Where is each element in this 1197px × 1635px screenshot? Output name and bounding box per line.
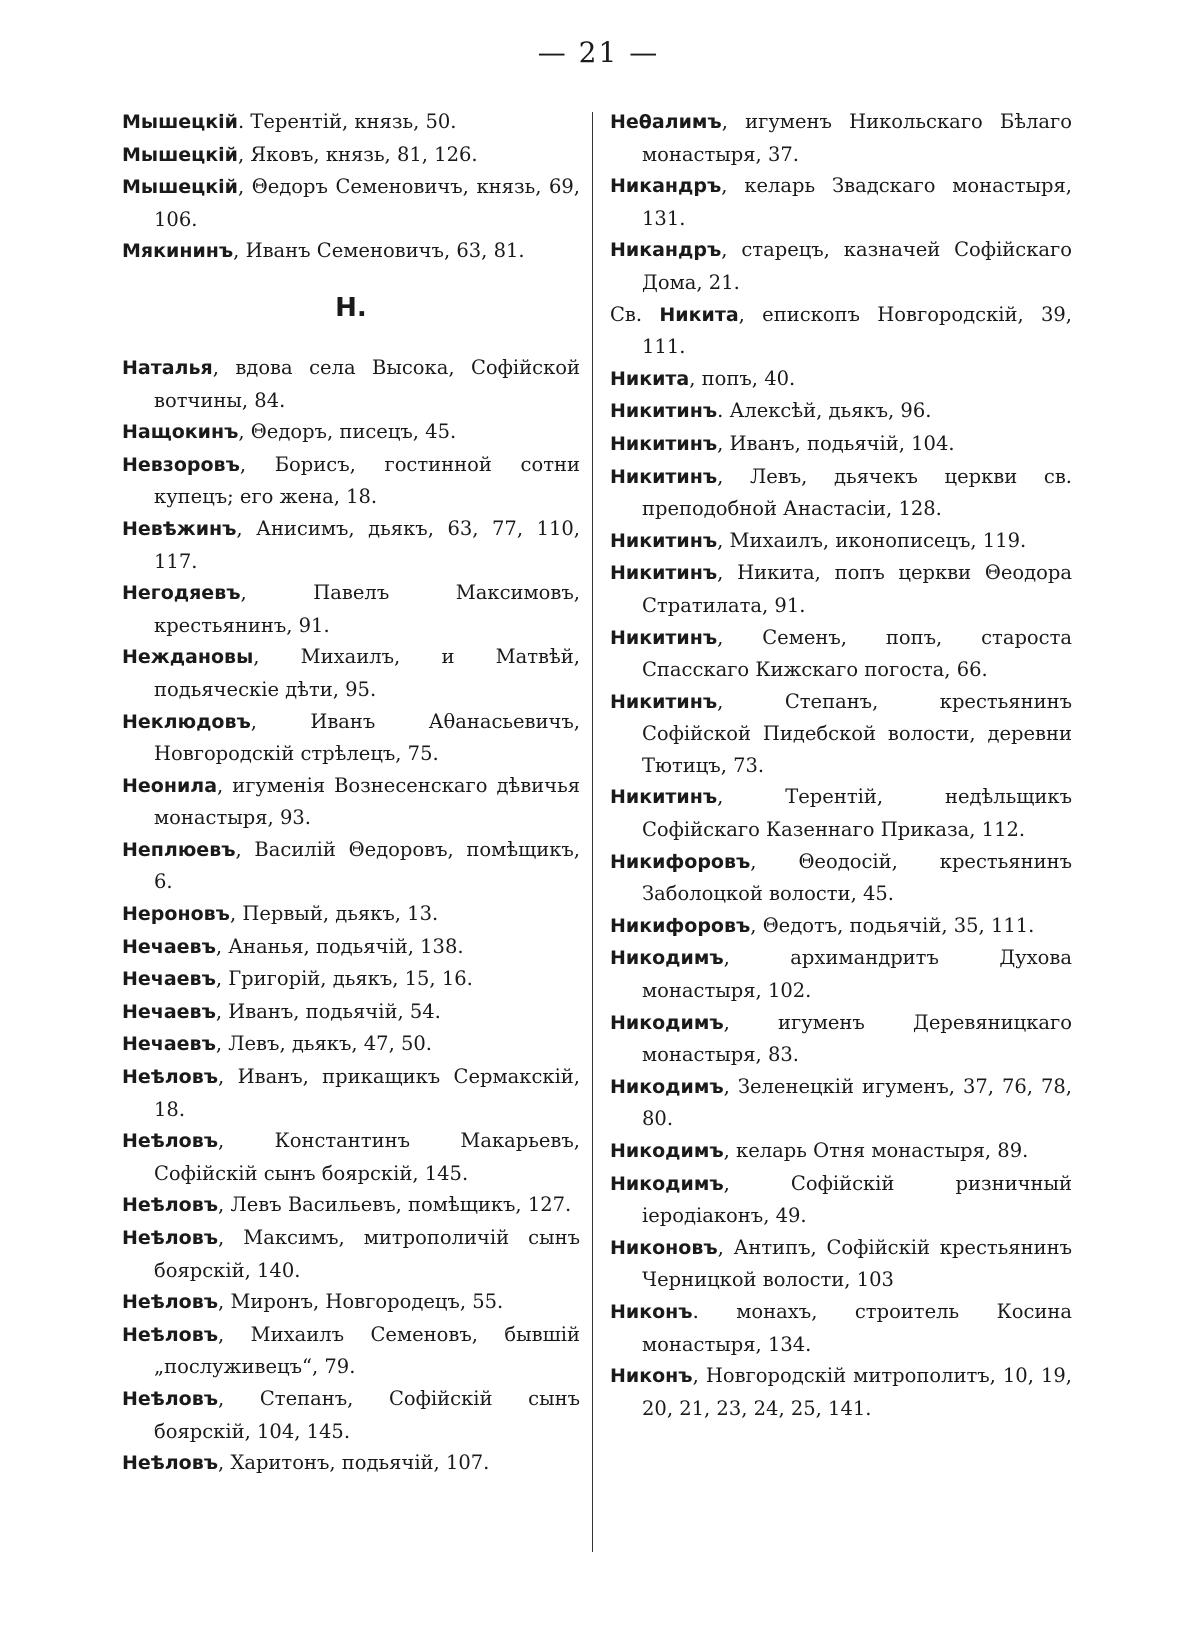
- entry-name: Никодимъ: [610, 1075, 724, 1098]
- entry-details: , Харитонъ, подьячій, 107.: [218, 1451, 490, 1475]
- entry-name: Нечаевъ: [122, 935, 216, 958]
- column-divider: [592, 112, 593, 1552]
- entry-details: , Антипъ, Софійскій крестьянинъ Черницкой волости, 103: [642, 1235, 1072, 1292]
- entry-name: Неонила: [122, 774, 218, 797]
- index-entry: [610, 1296, 1072, 1360]
- entry-name: Нечаевъ: [122, 1000, 216, 1023]
- entry-details: , игуменъ Деревяницкаго монастыря, 83.: [642, 1010, 1072, 1067]
- entry-name: Никитинъ: [610, 400, 718, 423]
- entry-details: , Терентій, недѣльщикъ Софійскаго Казеннаго Приказа, 112.: [642, 785, 1072, 842]
- entry-details: , Первый, дьякъ, 13.: [229, 902, 439, 926]
- entry-details: , Максимъ, митрополичій сынъ боярскій, 140.: [154, 1226, 580, 1282]
- entry-details: , Миронъ, Новгородецъ, 55.: [218, 1290, 504, 1314]
- entry-name: Неѣловъ: [122, 1387, 219, 1410]
- entry-prefix: Св.: [610, 302, 660, 326]
- entry-details: . Терентій, князь, 50.: [237, 110, 457, 133]
- index-entry: [122, 834, 580, 898]
- index-entry: [122, 139, 580, 172]
- entry-name: Никандръ: [610, 175, 722, 198]
- entry-details: , Иванъ, подьячій, 54.: [215, 999, 441, 1023]
- index-entry: [122, 1061, 580, 1125]
- entry-details: , Θедоръ, писецъ, 45.: [238, 420, 457, 444]
- entry-name: Никитинъ: [610, 786, 718, 809]
- entry-details: , Левъ Васильевъ, помѣщикъ, 127.: [218, 1193, 572, 1217]
- entry-details: , Григорій, дьякъ, 15, 16.: [215, 967, 473, 991]
- index-entry: [122, 1222, 580, 1286]
- entry-details: , Анисимъ, дьякъ, 63, 77, 110, 117.: [154, 516, 580, 573]
- index-entry: [122, 1319, 580, 1383]
- entry-details: . Алексѣй, дьякъ, 96.: [717, 399, 932, 423]
- index-entry: [610, 622, 1072, 686]
- entry-details: , Новгородскій митрополитъ, 10, 19, 20, 21, 23, 24, 25, 141.: [642, 1364, 1072, 1420]
- entry-name: Никодимъ: [610, 1172, 724, 1195]
- entry-name: Никитинъ: [610, 465, 718, 488]
- entry-details: , Иванъ Аθанасьевичъ, Новгородскій стрѣлецъ, 75.: [154, 709, 580, 766]
- index-entry: [610, 395, 1072, 428]
- index-entry: [610, 1168, 1072, 1232]
- index-entry: [122, 577, 580, 641]
- index-entry: [610, 557, 1072, 621]
- entry-name: Никифоровъ: [610, 850, 751, 873]
- entry-name: Мякининъ: [122, 240, 234, 263]
- entry-details: , Иванъ Семеновичъ, 63, 81.: [233, 239, 525, 263]
- entry-name: Никифоровъ: [610, 914, 751, 937]
- entry-details: , Θедотъ, подьячій, 35, 111.: [750, 913, 1035, 937]
- index-entry: [610, 299, 1072, 363]
- entry-name: Никита: [659, 303, 739, 326]
- entry-name: Никодимъ: [610, 1011, 724, 1034]
- entry-name: Нечаевъ: [122, 1033, 216, 1056]
- left-column: [122, 106, 580, 1480]
- index-entry: [122, 770, 580, 834]
- index-entry: [122, 1189, 580, 1222]
- entry-details: , Иванъ, прикащикъ Сермакскій, 18.: [154, 1065, 580, 1121]
- entry-details: . монахъ, строитель Косина монастыря, 134.: [642, 1299, 1072, 1356]
- index-entry: [610, 461, 1072, 525]
- index-entry: [122, 1286, 580, 1319]
- index-entry: [122, 1028, 580, 1061]
- entry-name: Никитинъ: [610, 432, 718, 455]
- entry-details: , архимандритъ Духова монастыря, 102.: [642, 946, 1072, 1003]
- index-entry: [610, 1360, 1072, 1424]
- entry-details: , Никита, попъ церкви Θеодора Стратилата, 91.: [642, 561, 1072, 617]
- index-entry: [610, 106, 1072, 170]
- index-entry: [122, 931, 580, 964]
- entry-details: , Θеодосій, крестьянинъ Заболоцкой волости, 45.: [642, 849, 1072, 906]
- entry-details: , Степанъ, крестьянинъ Софійской Пидебской волости, деревни Тютицъ, 73.: [642, 689, 1072, 777]
- entry-name: Неѣловъ: [122, 1194, 219, 1217]
- index-entry: [610, 170, 1072, 234]
- entry-details: , епископъ Новгородскій, 39, 111.: [642, 302, 1073, 359]
- entry-name: Наталья: [122, 356, 213, 379]
- entry-details: , Михаилъ Семеновъ, бывшій „послуживецъ“, 79.: [154, 1322, 580, 1379]
- entry-details: , Михаилъ, иконописецъ, 119.: [717, 528, 1027, 552]
- section-heading: Н.: [335, 292, 367, 323]
- index-entry: [122, 513, 580, 577]
- entry-name: Мышецкій: [122, 143, 238, 166]
- entry-name: Неждановы: [122, 646, 254, 669]
- entry-name: Никитинъ: [610, 626, 718, 649]
- entry-name: Никитинъ: [610, 562, 718, 585]
- entry-name: Неплюевъ: [122, 838, 236, 861]
- entry-details: , игуменія Вознесенскаго дѣвичья монастыря, 93.: [154, 773, 580, 830]
- entry-details: , Ананья, подьячій, 138.: [215, 934, 464, 958]
- entry-details: , Семенъ, попъ, староста Спасскаго Кижскаго погоста, 66.: [642, 625, 1072, 682]
- entry-name: Неθалимъ: [610, 111, 722, 133]
- entry-name: Невзоровъ: [122, 453, 240, 476]
- entry-details: , Софійскій ризничный іеродіаконъ, 49.: [642, 1171, 1072, 1228]
- index-entry: [610, 686, 1072, 782]
- entry-details: , Левъ, дьячекъ церкви св. преподобной Анастасіи, 128.: [642, 464, 1072, 521]
- index-entry: [610, 846, 1072, 910]
- entry-details: , Константинъ Макарьевъ, Софійскій сынъ боярскій, 145.: [154, 1129, 580, 1185]
- entry-name: Никитинъ: [610, 529, 718, 552]
- entry-name: Неѣловъ: [122, 1130, 219, 1153]
- entry-name: Нечаевъ: [122, 968, 216, 991]
- index-entry: [122, 106, 580, 139]
- index-entry: [610, 525, 1072, 558]
- entry-name: Нащокинъ: [122, 421, 239, 444]
- entry-details: , Павелъ Максимовъ, крестьянинъ, 91.: [154, 581, 580, 637]
- entry-name: Неѣловъ: [122, 1323, 219, 1346]
- index-entry: [122, 449, 580, 513]
- entry-name: Никонъ: [610, 1300, 693, 1323]
- entry-details: , Василій Θедоровъ, помѣщикъ, 6.: [154, 837, 580, 894]
- entry-name: Мышецкій: [122, 176, 238, 199]
- entry-name: Никодимъ: [610, 1140, 724, 1162]
- index-entry: [122, 706, 580, 770]
- index-entry: [122, 352, 580, 416]
- index-entry: [610, 428, 1072, 461]
- entry-name: Неклюдовъ: [122, 710, 251, 733]
- entry-details: , вдова села Высока, Софійской вотчины, 84.: [154, 355, 580, 412]
- entry-name: Никитинъ: [610, 690, 718, 713]
- entry-details: , Зеленецкій игуменъ, 37, 76, 78, 80.: [642, 1074, 1072, 1131]
- entry-details: , Борисъ, гостинной сотни купецъ; его жена, 18.: [154, 452, 580, 509]
- index-entry: [122, 1447, 580, 1480]
- right-entries: [610, 106, 1072, 1424]
- index-entry: [122, 898, 580, 931]
- index-entry: [122, 1383, 580, 1447]
- index-entry: [122, 641, 580, 705]
- entry-name: Никонъ: [610, 1365, 693, 1388]
- entry-details: , Левъ, дьякъ, 47, 50.: [215, 1032, 432, 1056]
- index-entry: [610, 363, 1072, 396]
- index-entry: [122, 996, 580, 1029]
- entry-details: , старецъ, казначей Софійскаго Дома, 21.: [642, 238, 1072, 294]
- entry-name: Никита: [610, 367, 690, 390]
- page-number: — 21 —: [537, 36, 660, 69]
- left-entries-before: [122, 106, 580, 268]
- entry-details: , Михаилъ, и Матвѣй, подьяческіе дѣти, 95.: [154, 645, 580, 701]
- index-entry: [610, 942, 1072, 1006]
- right-column: [610, 106, 1072, 1424]
- index-entry: [610, 1232, 1072, 1296]
- entry-name: Никандръ: [610, 239, 722, 262]
- index-entry: [122, 1125, 580, 1189]
- left-entries-after: [122, 352, 580, 1480]
- entry-name: Неѣловъ: [122, 1066, 219, 1089]
- entry-details: , Яковъ, князь, 81, 126.: [237, 142, 478, 166]
- entry-details: , Θедоръ Семеновичъ, князь, 69, 106.: [154, 175, 580, 231]
- entry-details: , Степанъ, Софійскій сынъ боярскій, 104, 145.: [154, 1386, 580, 1443]
- entry-details: , келарь Отня монастыря, 89.: [723, 1139, 1029, 1162]
- entry-name: Неѣловъ: [122, 1452, 219, 1475]
- entry-details: , попъ, 40.: [689, 366, 796, 390]
- entry-name: Никоновъ: [610, 1236, 718, 1259]
- index-entry: [610, 910, 1072, 943]
- entry-details: , келарь Звадскаго монастыря, 131.: [642, 174, 1072, 230]
- entry-name: Нероновъ: [122, 903, 230, 926]
- index-entry: [122, 235, 580, 268]
- index-entry: [610, 781, 1072, 845]
- entry-name: Никодимъ: [610, 947, 724, 970]
- index-entry: [122, 171, 580, 235]
- entry-name: Неѣловъ: [122, 1227, 219, 1249]
- index-entry: [610, 1071, 1072, 1135]
- entry-details: , Иванъ, подьячій, 104.: [717, 431, 955, 455]
- entry-name: Негодяевъ: [122, 582, 241, 605]
- index-entry: [122, 963, 580, 996]
- index-entry: [610, 1135, 1072, 1168]
- entry-name: Мышецкій: [122, 111, 238, 133]
- index-entry: [610, 234, 1072, 298]
- entry-name: Неѣловъ: [122, 1291, 219, 1314]
- entry-name: Невѣжинъ: [122, 517, 237, 540]
- entry-details: , игуменъ Никольскаго Бѣлаго монастыря, 37.: [642, 110, 1072, 166]
- index-entry: [610, 1007, 1072, 1071]
- index-entry: [122, 416, 580, 449]
